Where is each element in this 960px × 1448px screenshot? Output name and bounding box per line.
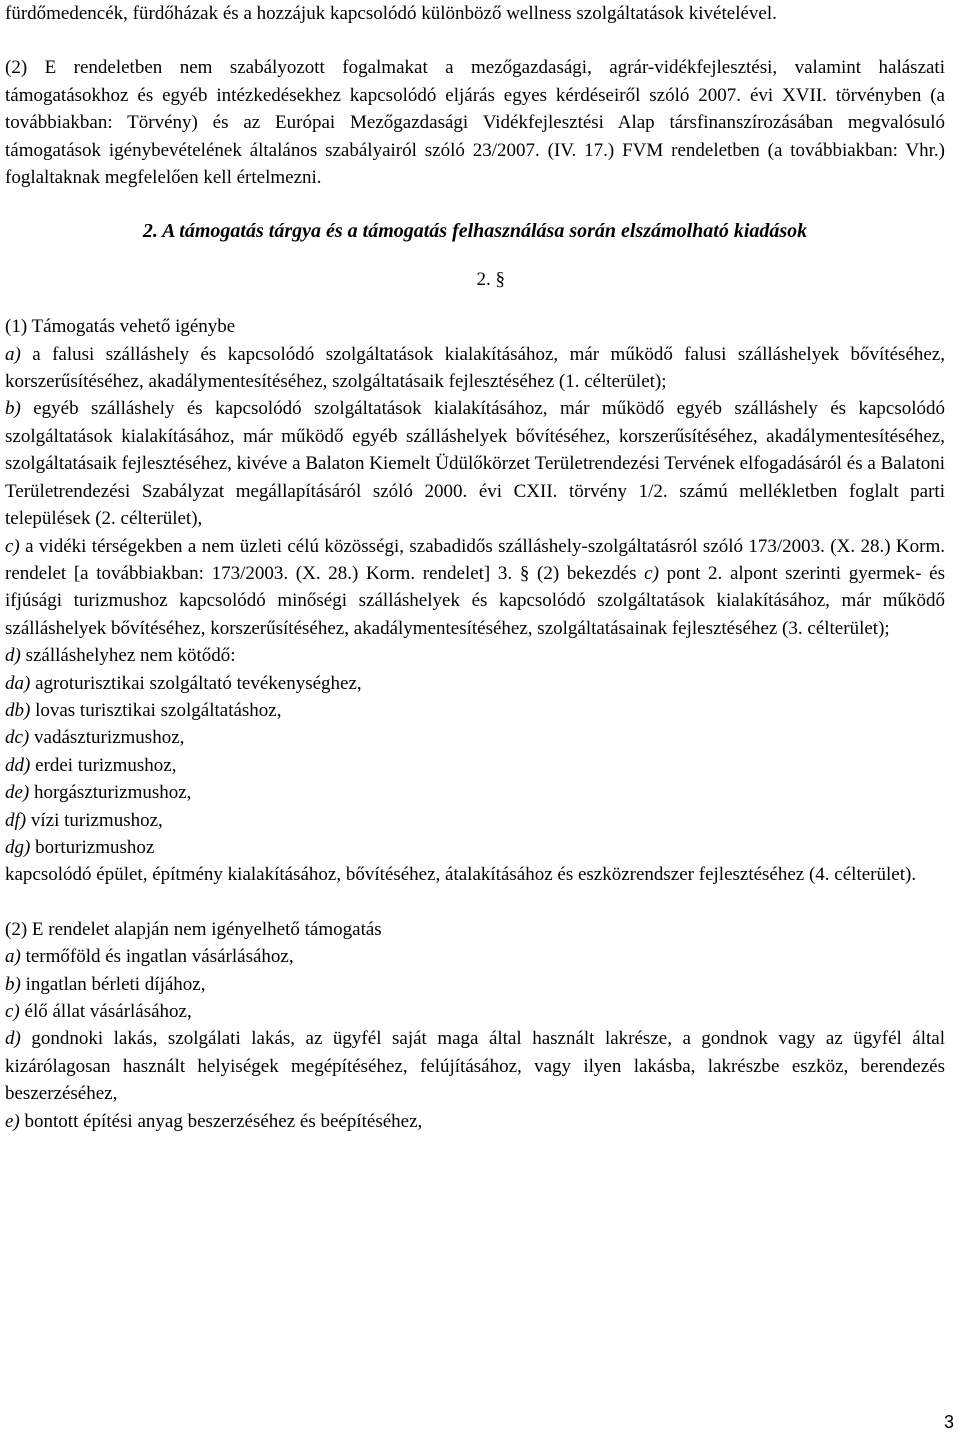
- sub-item-db: [5, 697, 945, 724]
- item-text: szálláshelyhez nem kötődő:: [20, 645, 236, 667]
- item-letter: d): [5, 1028, 21, 1050]
- sub-item-dd: [5, 752, 945, 779]
- paragraph-number: 2. §: [476, 268, 505, 290]
- item-text: erdei turizmushoz,: [30, 754, 177, 776]
- item-letter: b): [5, 398, 21, 420]
- section-heading: 2. A támogatás tárgya és a támogatás felhasználása során elszámolható kiadások: [142, 220, 808, 243]
- item-text: a vidéki térségekben a nem üzleti célú közösségi, szabadidős szálláshely-szolgáltatásról szóló 173/2003. (X. 28.) Korm. rendelet [a továbbiakban: 173/2003. (X. 28.) Korm. rendelet] 3. § (2) bekezdés: [5, 535, 945, 584]
- item-letter: b): [5, 973, 21, 995]
- par1-item-b: [5, 395, 945, 532]
- par2-intro: (2) E rendelet alapján nem igényelhető támogatás: [5, 918, 382, 940]
- sub-item-df: [5, 807, 945, 834]
- par2-item-c: [5, 998, 945, 1025]
- item-text: élő állat vásárlásához,: [19, 1001, 192, 1022]
- item-letter: db): [5, 699, 31, 721]
- sub-item-da: [5, 670, 945, 697]
- par2-item-b: [5, 971, 945, 998]
- par1-intro: (1) Támogatás vehető igénybe: [5, 316, 236, 338]
- inline-letter: c): [644, 562, 659, 584]
- item-letter: a): [5, 946, 21, 968]
- item-text: vízi turizmushoz,: [26, 809, 163, 831]
- item-letter: df): [5, 809, 27, 831]
- item-letter: dd): [5, 754, 31, 776]
- item-text: horgászturizmushoz,: [29, 782, 192, 804]
- item-letter: c): [5, 1001, 20, 1022]
- sub-item-de: [5, 779, 945, 806]
- sub-item-dg: [5, 834, 945, 861]
- item-letter: a): [5, 343, 21, 365]
- item-letter: dc): [5, 727, 30, 749]
- item-text: a falusi szálláshely és kapcsolódó szolgáltatások kialakításához, már működő falusi szálláshelyek bővítéséhez, korszerűsítéséhez, akadálymentesítéséhez, szolgáltatásaik fejlesztéséhez (1. célterület);: [5, 343, 945, 393]
- item-text: borturizmushoz: [30, 836, 155, 858]
- item-text: termőföld és ingatlan vásárlásához,: [20, 946, 294, 968]
- document-page: [5, 0, 945, 1135]
- item-letter: da): [5, 672, 31, 694]
- item-letter: c): [5, 535, 20, 557]
- item-text: egyéb szálláshely és kapcsolódó szolgáltatások kialakításához, már működő egyéb szálláshely és kapcsolódó szolgáltatások kialakításához, már működő egyéb szálláshelyek bővítéséhez, korszerűsítéséhez, akadálymentesítéséhez, szolgáltatásaik fejlesztéséhez, kivéve a Balaton Kiemelt Üdülőkörzet Területrendezési Tervének elfogadásáról és a Balatoni Területrendezési Szabályzat megállapításáról szóló 2000. évi CXII. törvény 1/2. számú mellékletben foglalt parti települések (2. célterület),: [5, 398, 945, 530]
- intro-continuation: fürdőmedencék, fürdőházak és a hozzájuk kapcsolódó különböző wellness szolgáltatások kivételével.: [5, 3, 777, 24]
- item-letter: dg): [5, 836, 31, 858]
- intro-paragraph-2: (2) E rendeletben nem szabályozott fogalmakat a mezőgazdasági, agrár-vidékfejlesztési, valamint halászati támogatásokhoz és egyéb intézkedésekhez kapcsolódó eljárás egyes kérdéseiről szóló 2007. évi XVII. törvényben (a továbbiakban: Törvény) és az Európai Mezőgazdasági Vidékfejlesztési Alap társfinanszírozásában megvalósuló támogatások igénybevételének általános szabályairól szóló 23/2007. (IV. 17.) FVM rendeletben (a továbbiakban: Vhr.) foglaltaknak megfelelően kell értelmezni.: [5, 57, 945, 189]
- par2-item-a: [5, 943, 945, 970]
- sub-item-dc: [5, 724, 945, 751]
- par2-item-d: [5, 1025, 945, 1107]
- item-text: ingatlan bérleti díjához,: [20, 973, 206, 995]
- item-text: pont 2. alpont szerinti gyermek- és ifjúsági turizmushoz kapcsolódó minőségi szálláshelyek és kapcsolódó szolgáltatások kialakításához, már működő szálláshelyek bővítéséhez, korszerűsítéséhez, akadálymentesítéséhez, szolgáltatásainak fejlesztéséhez (3. célterület);: [5, 562, 945, 639]
- item-letter: e): [5, 1110, 20, 1132]
- item-text: gondnoki lakás, szolgálati lakás, az ügyfél saját maga által használt lakrésze, a gondnok vagy az ügyfél által kizárólagosan használt helyiségek megépítéséhez, felújításához, vagy ilyen lakásba, lakrészbe eszköz, berendezés beszerzéséhez,: [5, 1028, 945, 1105]
- par1-item-a: [5, 341, 945, 396]
- item-text: vadászturizmushoz,: [29, 727, 185, 749]
- par2-item-e: [5, 1108, 945, 1135]
- par1-closing: kapcsolódó épület, építmény kialakításához, bővítéséhez, átalakításához és eszközrendszer fejlesztéséhez (4. célterület).: [5, 864, 917, 886]
- page-number: 3: [943, 1412, 954, 1432]
- par1-item-d: [5, 642, 945, 669]
- item-letter: de): [5, 782, 30, 804]
- item-letter: d): [5, 645, 21, 667]
- item-text: lovas turisztikai szolgáltatáshoz,: [30, 699, 282, 721]
- item-text: agroturisztikai szolgáltató tevékenységhez,: [30, 672, 362, 694]
- par1-item-c: [5, 533, 945, 643]
- item-text: bontott építési anyag beszerzéséhez és beépítéséhez,: [19, 1110, 423, 1132]
